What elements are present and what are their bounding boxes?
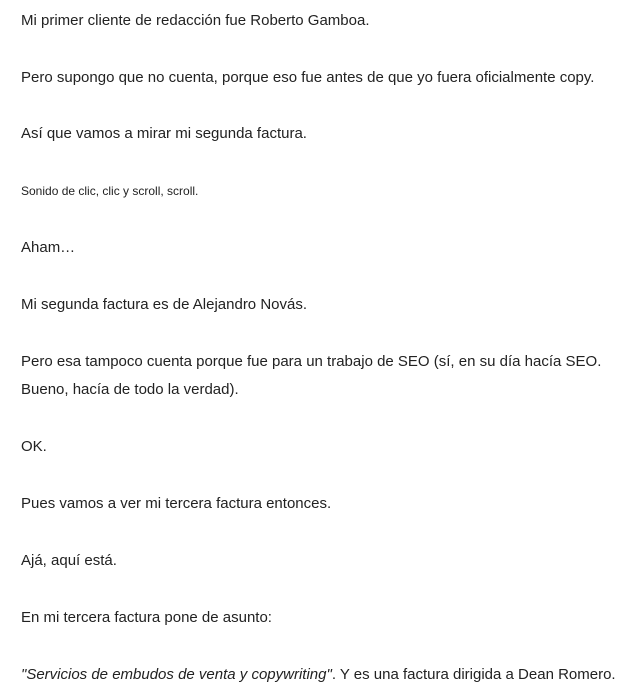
paragraph-not-counting: Pero supongo que no cuenta, porque eso fue antes de que yo fuera oficialmente copy. [21,69,595,86]
invoice-recipient: . Y es una factura dirigida a Dean Romero. [331,666,616,683]
paragraph-subject: En mi tercera factura pone de asunto: [21,609,272,626]
paragraph-ok: OK. [21,438,47,455]
paragraph-seo-line-2: Bueno, hacía de todo la verdad). [21,381,239,398]
paragraph-second-invoice: Así que vamos a mirar mi segunda factura. [21,125,307,142]
paragraph-first-client: Mi primer cliente de redacción fue Roberto Gamboa. [21,12,370,29]
paragraph-seo-line-1: Pero esa tampoco cuenta porque fue para un trabajo de SEO (sí, en su día hacía SEO. [21,353,602,370]
paragraph-third-invoice: Pues vamos a ver mi tercera factura entonces. [21,495,332,512]
paragraph-click-sound: Sonido de clic, clic y scroll, scroll. [21,184,199,198]
paragraph-here-it-is: Ajá, aquí está. [21,552,117,569]
invoice-subject-quote: "Servicios de embudos de venta y copywriting" [21,666,332,683]
paragraph-invoice-subject [21,661,616,689]
paragraph-aham: Aham… [21,239,76,256]
paragraph-second-invoice-client: Mi segunda factura es de Alejandro Novás. [21,296,308,313]
